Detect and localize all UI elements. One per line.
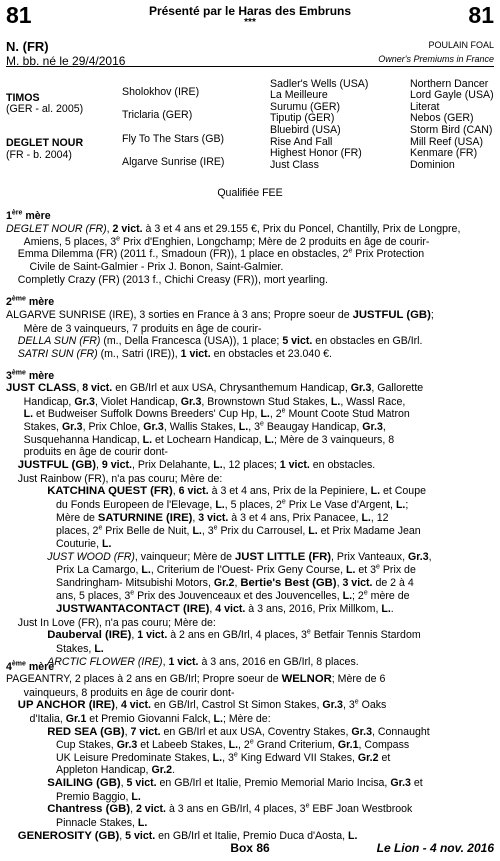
pedigree-gen3: Rise And Fall [270,136,333,148]
pedigree-gen4: Northern Dancer [410,78,489,90]
section-sup: ère [11,209,23,217]
horse-name: N. (FR) [6,39,49,54]
section-heading-fourth-dam [6,661,54,674]
pedigree-dam-name: DEGLET NOUR [6,137,84,149]
pedigree-gen2: Sholokhov (IRE) [122,86,200,98]
fourth-dam-text: PAGEANTRY, 2 places à 2 ans en GB/Irl; Propre soeur de WELNOR; Mère de 6 vainqueurs, 8 produits en âge de courir dont- UP ANCHOR (IRE), 4 vict. en GB/Irl, Castrol St Simon Stakes, Gr.3, 3e Oaks d'Italia, Gr.1 et Premio Giovanni Falck, L.; Mère de: RED SEA (GB), 7 vict. en GB/Irl et aux USA, Coventry Stakes, Gr.3, Connaught Cup Stakes, Gr.3 et Labeeb Stakes, L., 2e Grand Criterium, Gr.1, Compass UK Leisure Predominate Stakes, L., 3e King Edward VII Stakes, Gr.2 et Appleton Handicap, Gr.2. SAILING (GB), 5 vict. en GB/Irl et Italie, Premio Memorial Mario Incisa, Gr.3 et Premio Baggio, L. Chantress (GB), 2 vict. à 3 ans en GB/Irl, 4 places, 3e EBF Joan Westbrook Pinnacle Stakes, L. GENEROSITY (GB), 5 vict. en GB/Irl et Italie, Premio Duca d'Aosta, L. [6,673,430,842]
horse-birth: M. bb. né le 29/4/2016 [6,54,126,68]
pedigree-gen4: Lord Gayle (USA) [410,89,494,101]
second-dam-text: ALGARVE SUNRISE (IRE), 3 sorties en France à 3 ans; Propre soeur de JUSTFUL (GB); Mère de 3 vainqueurs, 7 produits en âge de courir- DELLA SUN (FR) (m., Della Francesca (USA)), 1 place; 5 vict. en obstacles en GB/Irl. SATRI SUN (FR) (m., Satri (IRE)), 1 vict. en obstacles et 23.040 €. [6,309,434,360]
third-dam-text: JUST CLASS, 8 vict. en GB/Irl et aux USA, Chrysanthemum Handicap, Gr.3, Gallorette Handicap, Gr.3, Violet Handicap, Gr.3, Brownstown Stud Stakes, L., Wassl Race, L. et Budweiser Suffolk Downs Breeders' Cup Hp, L., 2e Mount Coote Stud Matron Stakes, Gr.3, Prix Chloe, Gr.3, Wallis Stakes, L., 3e Beaugay Handicap, Gr.3, Susquehanna Handicap, L. et Lochearn Handicap, L.; Mère de 3 vainqueurs, 8 produits en âge de courir dont- JUSTFUL (GB), 9 vict., Prix Delahante, L., 12 places; 1 vict. en obstacles. Just Rainbow (FR), n'a pas couru; Mère de: KATCHINA QUEST (FR), 6 vict. à 3 et 4 ans, Prix de la Pepiniere, L. et Coupe du Fonds Europeen de l'Elevage, L., 5 places, 2e Prix Le Vase d'Argent, L.; Mère de SATURNINE (IRE), 3 vict. à 3 et 4 ans, Prix Panacee, L., 12 places, 2e Prix Belle de Nuit, L., 3e Prix du Carrousel, L. et Prix Madame Jean Couturie, L. JUST WOOD (FR), vainqueur; Mère de JUST LITTLE (FR), Prix Vanteaux, Gr.3, Prix La Camargo, L., Criterium de l'Ouest- Prix Geny Course, L. et 3e Prix de Sandringham- Mitsubishi Motors, Gr.2, Bertie's Best (GB), 3 vict. de 2 à 4 ans, 5 places, 3e Prix des Jouvenceaux et des Jouvencelles, L.; 2e mère de JUSTWANTACONTACT (IRE), 4 vict. à 3 ans, 2016, Prix Millkom, L.. Just In Love (FR), n'a pas couru; Mère de: Dauberval (IRE), 1 vict. à 2 ans en GB/Irl, 4 places, 3e Betfair Tennis Stardom Stakes, L. ARCTIC FLOWER (IRE), 1 vict. à 3 ans, 2016 en GB/Irl, 8 places. [6,382,432,668]
pedigree-gen4: Storm Bird (CAN) [410,124,493,136]
section-word: mère [25,661,55,673]
pedigree-gen4: Dominion [410,159,455,171]
section-num: 2 [6,296,12,308]
first-dam-text: DEGLET NOUR (FR), 2 vict. à 3 et 4 ans et 29.155 €, Prix du Poncel, Chantilly, Prix de Longpre, Amiens, 5 places, 3e Prix d'Enghien, Longchamp; Mère de 2 produits en âge de courir- Emma Dilemma (FR) (2011 f., Smadoun (FR)), 1 place en obstacles, 2e Prix Protection Civile de Saint-Galmier - Prix J. Bonon, Saint-Galmier. Completly Crazy (FR) (2013 f., Chichi Creasy (FR)), mort yearling. [6,223,461,286]
qualification-note: Qualifiée FEE [217,187,283,199]
pedigree-gen3: Bluebird (USA) [270,124,341,136]
section-word: mère [25,296,55,308]
section-heading-third-dam [6,370,54,383]
premium-program: Owner's Premiums in France [378,54,494,64]
pedigree-sire-name: TIMOS [6,92,40,104]
section-word: mère [25,370,55,382]
pedigree-gen3: Just Class [270,159,319,171]
consignor-title: Présenté par le Haras des Embruns [148,4,352,18]
pedigree-gen4: Mill Reef (USA) [410,136,483,148]
pedigree-gen3: Highest Honor (FR) [270,147,362,159]
section-sup: ème [11,660,26,668]
sale-location-date: Le Lion - 4 nov. 2016 [376,840,494,855]
pedigree-gen2: Algarve Sunrise (IRE) [122,156,225,168]
pedigree-gen4: Kenmare (FR) [410,147,478,159]
pedigree-sire-detail: (GER - al. 2005) [6,103,84,115]
section-num: 1 [6,210,12,222]
consignor-stars: *** [244,17,256,28]
pedigree-gen3: Surumu (GER) [270,101,341,113]
pedigree-gen3: La Meilleure [270,89,328,101]
pedigree-gen2: Fly To The Stars (GB) [122,133,225,145]
section-num: 3 [6,370,12,382]
header-divider [6,66,494,67]
section-sup: ème [11,295,26,303]
pedigree-gen3: Tiputip (GER) [270,112,335,124]
pedigree-gen4: Literat [410,101,440,113]
box-number: Box 86 [230,840,270,855]
pedigree-gen4: Nebos (GER) [410,112,474,124]
section-heading-second-dam [6,296,54,309]
pedigree-gen2: Triclaria (GER) [122,109,193,121]
section-word: mère [22,210,51,222]
pedigree-dam-detail: (FR - b. 2004) [6,149,72,161]
section-heading-first-dam [6,210,51,223]
section-sup: ème [11,369,26,377]
lot-number-right: 81 [468,2,494,28]
section-num: 4 [6,661,12,673]
pedigree-gen3: Sadler's Wells (USA) [270,78,369,90]
lot-number-left: 81 [6,2,32,28]
horse-sex: POULAIN FOAL [428,40,494,50]
